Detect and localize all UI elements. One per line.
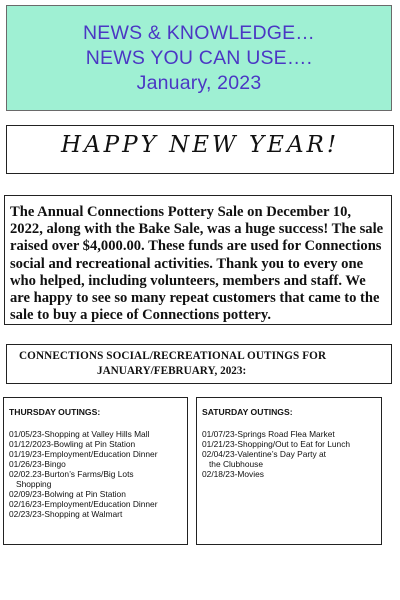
list-item: 01/26/23-Bingo xyxy=(9,459,66,469)
list-item: 01/12/2023-Bowling at Pin Station xyxy=(9,439,136,449)
saturday-outings xyxy=(196,397,382,545)
greeting-box xyxy=(6,125,394,174)
list-item: 02/02.23-Burton’s Farms/Big Lots xyxy=(9,469,134,479)
article-text: The Annual Connections Pottery Sale on December 10, 2022, along with the Bake Sale, was a huge success! The sale raised over $4,000.00. These funds are used for Connections social and recreational activities. Thank you to every one who helped, including volunteers, members and staff. We are happy to see so many repeat customers that came to the sale to buy a piece of Connections pottery. xyxy=(10,204,384,324)
list-item: 01/05/23-Shopping at Valley Hills Mall xyxy=(9,429,150,439)
outings-title-line1: CONNECTIONS SOCIAL/RECREATIONAL OUTINGS FOR xyxy=(19,350,327,362)
saturday-list xyxy=(202,429,376,479)
greeting-text: HAPPY NEW YEAR! xyxy=(61,132,340,158)
list-item: the Clubhouse xyxy=(202,459,263,469)
outings-title-line2: JANUARY/FEBRUARY, 2023: xyxy=(97,365,247,377)
saturday-heading: SATURDAY OUTINGS: xyxy=(202,407,293,417)
list-item: 02/18/23-Movies xyxy=(202,469,264,479)
header-title: NEWS & KNOWLEDGE… xyxy=(82,21,315,44)
thursday-outings xyxy=(3,397,188,545)
list-item: 01/19/23-Employment/Education Dinner xyxy=(9,449,158,459)
list-item: Shopping xyxy=(9,479,52,489)
header-subtitle: NEWS YOU CAN USE…. xyxy=(85,46,313,69)
list-item: 02/04/23-Valentine’s Day Party at xyxy=(202,449,326,459)
pottery-sale-article xyxy=(4,195,392,325)
list-item: 02/16/23-Employment/Education Dinner xyxy=(9,499,158,509)
list-item: 01/21/23-Shopping/Out to Eat for Lunch xyxy=(202,439,351,449)
list-item: 02/09/23-Bolwing at Pin Station xyxy=(9,489,126,499)
header-date: January, 2023 xyxy=(136,71,262,94)
outings-title-box xyxy=(6,344,392,384)
list-item: 01/07/23-Springs Road Flea Market xyxy=(202,429,335,439)
list-item: 02/23/23-Shopping at Walmart xyxy=(9,509,123,519)
thursday-list xyxy=(9,429,182,519)
newsletter-header xyxy=(6,5,392,111)
thursday-heading: THURSDAY OUTINGS: xyxy=(9,407,101,417)
